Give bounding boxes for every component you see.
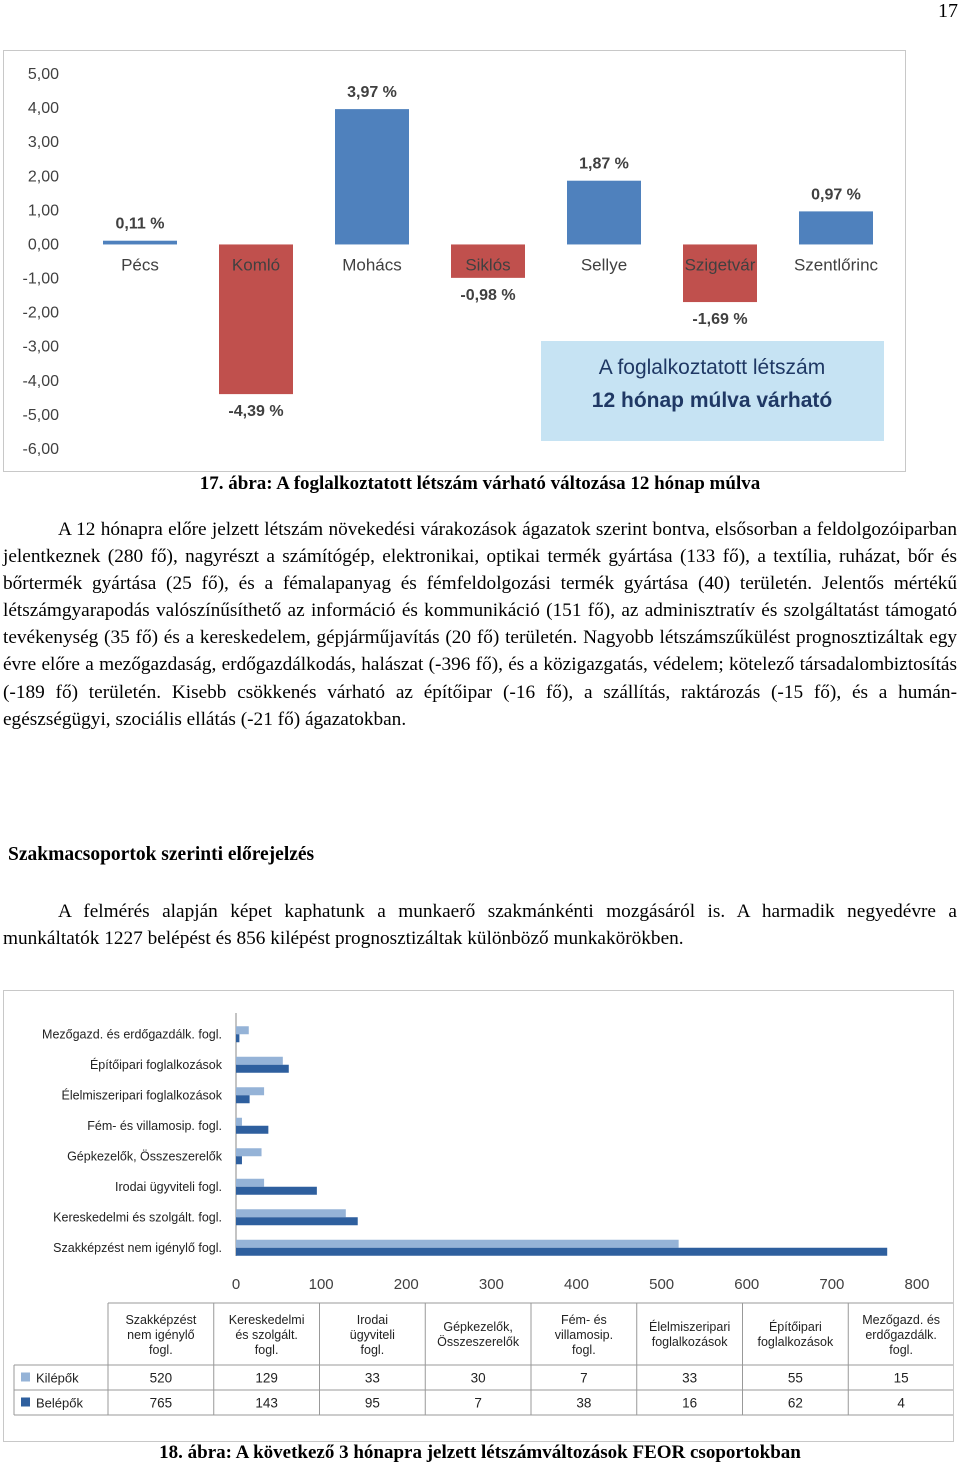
bar-belépők: [236, 1217, 358, 1225]
figure-1-caption: 17. ábra: A foglalkoztatott létszám várható változása 12 hónap múlva: [199, 473, 761, 494]
bar-belépők: [236, 1065, 289, 1073]
bar-mohács: [335, 109, 409, 244]
x-tick-label: 200: [393, 1276, 419, 1293]
table-cell: 520: [149, 1370, 173, 1386]
figure-2-chart: [3, 990, 954, 1442]
legend-line: A foglalkoztatott létszám: [598, 356, 826, 379]
value-label: 0,11 %: [115, 215, 165, 233]
x-tick-label: 300: [478, 1276, 504, 1293]
bar-kilépők: [236, 1240, 679, 1248]
category-label: Szentlőrinc: [793, 255, 879, 275]
x-tick-label: 100: [308, 1276, 334, 1293]
table-cell: 62: [787, 1395, 803, 1411]
legend-key: [21, 1373, 30, 1382]
table-cell: 129: [255, 1370, 278, 1386]
value-label: 0,97 %: [811, 186, 861, 204]
x-tick-label: 0: [231, 1276, 241, 1293]
y-tick-label: -3,00: [22, 338, 59, 356]
bar-belépők: [236, 1095, 250, 1103]
bar-kilépők: [236, 1118, 242, 1126]
bar-belépők: [236, 1126, 268, 1134]
section-heading: Szakmacsoportok szerinti előrejelzés: [8, 844, 315, 865]
figure-2-caption: 18. ábra: A következő 3 hónapra jelzett létszámváltozások FEOR csoportokban: [159, 1442, 801, 1463]
table-cell: 143: [255, 1395, 278, 1411]
table-cell: 55: [787, 1370, 803, 1386]
table-cell: 38: [576, 1395, 592, 1411]
table-cell: 95: [364, 1395, 380, 1411]
employment-change-chart: [4, 51, 905, 471]
bar-kilépők: [236, 1026, 249, 1034]
y-tick-label: 1,00: [27, 202, 59, 220]
data-table: [14, 1303, 953, 1415]
row-label: Kilépők: [36, 1370, 79, 1386]
y-tick-label: 4,00: [27, 100, 59, 118]
table-header: Irodai ügyviteli fogl.: [349, 1313, 395, 1357]
table-header: Élelmiszeripari foglalkozások: [648, 1320, 731, 1349]
category-label: Siklós: [465, 255, 511, 275]
bar-belépők: [236, 1248, 887, 1256]
category-label: Mezőgazd. és erdőgazdálk. fogl.: [42, 1027, 222, 1042]
table-cell: 765: [149, 1395, 173, 1411]
row-label: Belépők: [36, 1395, 83, 1411]
category-label: Kereskedelmi és szolgált. fogl.: [53, 1210, 222, 1225]
page-number: 17: [938, 0, 958, 22]
y-tick-label: 5,00: [27, 66, 59, 83]
table-header: Építőipari foglalkozások: [757, 1320, 834, 1349]
value-label: -4,39 %: [228, 403, 284, 421]
bar-pécs: [103, 241, 177, 245]
paragraph-2: [3, 898, 957, 952]
category-label: Sellye: [580, 255, 628, 275]
x-tick-label: 400: [563, 1276, 590, 1293]
category-label: Fém- és villamosip. fogl.: [87, 1118, 222, 1133]
y-tick-label: -4,00: [22, 372, 59, 390]
table-cell: 4: [897, 1395, 905, 1411]
table-header: Szakképzést nem igénylő fogl.: [125, 1313, 197, 1357]
value-label: 3,97 %: [347, 84, 397, 102]
paragraph-1-text: A 12 hónapra előre jelzett létszám növekedési várakozások ágazatok szerint bontva, elsősorban a feldolgozóiparban jelentkeznek (280 fő), nagyrészt a számítógép, elektronikai, optikai termék gyártása (133 fő), a textília, ruházat, bőr és bőrtermék gyártása (25 fő), és a fémalapanyag és fémfeldolgozási termék gyártása (40) területén. Jelentős mértékű létszámgyarapodás valószínűsíthető az információ és kommunikáció (151 fő), az adminisztratív és szolgáltatást támogató tevékenység (35 fő) és a kereskedelem, gépjárműjavítás (20 fő) területén. Nagyobb létszámszűkülést prognosztizáltak egy évre előre a mezőgazdaság, erdőgazdálkodás, halászat (-396 fő), és a közigazgatás, védelem; kötelező társadalombiztosítás (-189 fő) területén. Kisebb csökkenés várható az építőipar (-16 fő), a szállítás, raktározás (-15 fő), és a humán-egészségügyi, szociális ellátás (-21 fő) ágazatokban.: [3, 519, 957, 730]
bar-belépők: [236, 1156, 242, 1164]
category-label: Gépkezelők, Összeszerelők: [67, 1149, 222, 1164]
bar-kilépők: [236, 1057, 283, 1065]
y-tick-label: 3,00: [27, 134, 59, 152]
paragraph-1: [3, 516, 957, 733]
legend-line: 12 hónap múlva várható: [591, 389, 833, 412]
table-cell: 33: [682, 1370, 698, 1386]
value-label: -0,98 %: [460, 286, 516, 304]
bar-szentlőrinc: [799, 211, 873, 244]
table-cell: 16: [682, 1395, 698, 1411]
table-cell: 15: [893, 1370, 909, 1386]
category-label: Pécs: [121, 255, 159, 275]
legend-key: [21, 1398, 30, 1407]
table-header: Fém- és villamosip. fogl.: [554, 1313, 614, 1357]
y-tick-label: -1,00: [22, 270, 59, 288]
category-label: Mohács: [342, 255, 402, 275]
x-tick-label: 500: [649, 1276, 675, 1293]
table-cell: 7: [474, 1395, 482, 1411]
bar-kilépők: [236, 1148, 262, 1156]
x-tick-label: 800: [904, 1276, 930, 1293]
table-header: Kereskedelmi és szolgált. fogl.: [228, 1313, 305, 1357]
y-tick-label: -5,00: [22, 406, 59, 424]
y-tick-label: 2,00: [27, 168, 59, 186]
table-cell: 30: [470, 1370, 486, 1386]
bar-kilépők: [236, 1209, 346, 1217]
category-label: Élelmiszeripari foglalkozások: [61, 1088, 222, 1103]
category-label: Komló: [231, 255, 281, 275]
bar-sellye: [567, 181, 641, 245]
table-cell: 7: [580, 1370, 588, 1386]
bar-kilépők: [236, 1179, 264, 1187]
category-label: Szakképzést nem igénylő fogl.: [53, 1240, 222, 1255]
x-tick-label: 600: [734, 1276, 760, 1293]
y-tick-label: -6,00: [22, 441, 59, 458]
bar-belépők: [236, 1034, 239, 1042]
category-label: Építőipari foglalkozások: [89, 1057, 222, 1072]
feor-change-chart: [4, 991, 953, 1441]
paragraph-2-text: A felmérés alapján képet kaphatunk a munkaerő szakmánkénti mozgásáról is. A harmadik negyedévre a munkáltatók 1227 belépést és 856 kilépést prognosztizáltak különböző munkakörökben.: [3, 901, 957, 950]
table-header: Mezőgazd. és erdőgazdálk. fogl.: [862, 1313, 941, 1357]
figure-1-chart: [3, 50, 906, 472]
bar-belépők: [236, 1187, 317, 1195]
chart-legend: [541, 341, 884, 441]
value-label: -1,69 %: [692, 311, 748, 329]
x-tick-label: 700: [819, 1276, 845, 1293]
bar-kilépők: [236, 1087, 264, 1095]
table-header: Gépkezelők, Összeszerelők: [437, 1320, 520, 1349]
y-tick-label: -2,00: [22, 304, 59, 322]
category-label: Irodai ügyviteli fogl.: [114, 1179, 222, 1194]
category-label: Szigetvár: [684, 255, 756, 275]
y-tick-label: 0,00: [27, 236, 59, 254]
table-cell: 33: [364, 1370, 380, 1386]
value-label: 1,87 %: [579, 155, 629, 173]
